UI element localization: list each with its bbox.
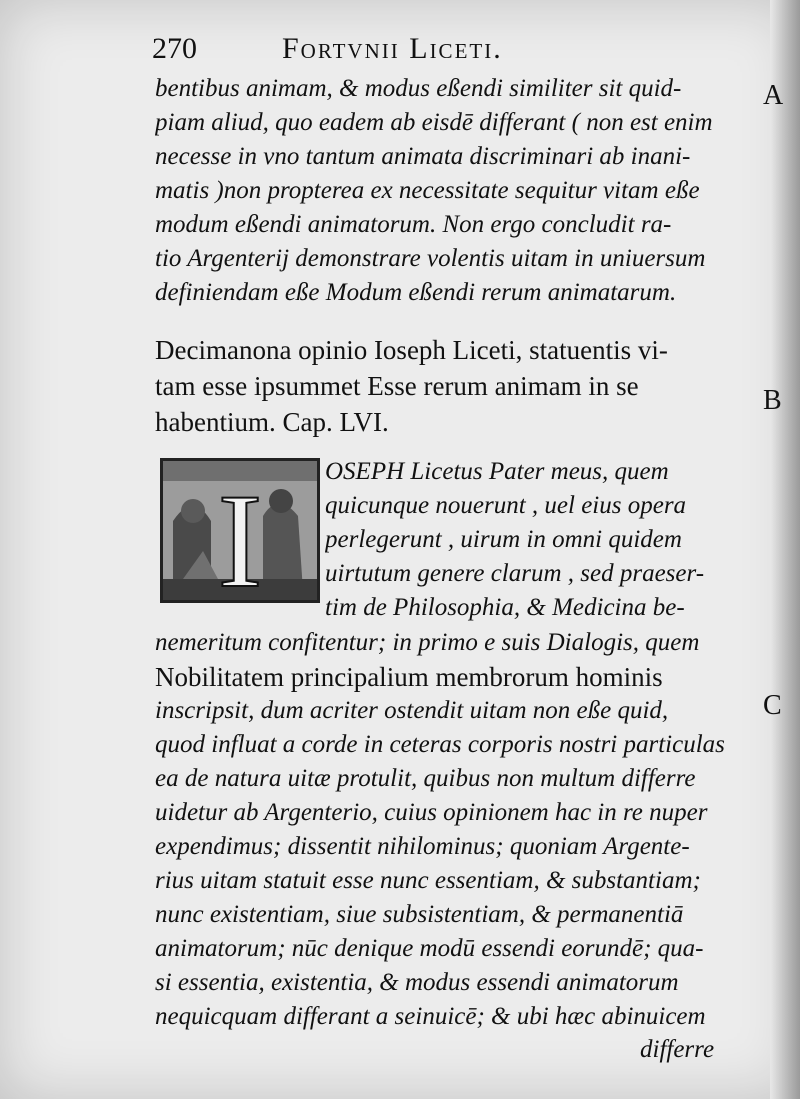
heading-line: Decimanona opinio Ioseph Liceti, statuentis vi-	[155, 335, 668, 365]
text-line: piam aliud, quo eadem ab eisdē differant ( non est enim	[155, 109, 713, 136]
heading-line: habentium. Cap. LVI.	[155, 407, 389, 437]
running-title: Fortvnii Liceti.	[282, 32, 503, 65]
text-line: ea de natura uitæ protulit, quibus non multum differre	[155, 765, 696, 792]
text-line: rius uitam statuit esse nunc essentiam, & substantiam;	[155, 867, 701, 894]
text-line: inscripsit, dum acriter ostendit uitam non eße quid,	[155, 697, 669, 724]
text-line: animatorum; nūc denique modū essendi eorundē; qua-	[155, 935, 704, 962]
page-gutter-edge	[770, 0, 800, 1099]
body-paragraph	[155, 626, 760, 1034]
text-line: definiendam eße Modum eßendi rerum animatarum.	[155, 279, 677, 306]
drop-cap-paragraph	[325, 455, 765, 625]
text-line: tim de Philosophia, & Medicina be-	[325, 594, 685, 621]
catchword: differre	[640, 1036, 715, 1063]
top-paragraph	[155, 72, 760, 310]
text-line: nequicquam differant a seinuicē; & ubi hæc abinuicem	[155, 1003, 706, 1030]
text-line: Nobilitatem principalium membrorum hominis	[155, 662, 663, 692]
page-number: 270	[152, 32, 197, 65]
text-line: si essentia, existentia, & modus essendi animatorum	[155, 969, 679, 996]
text-line: nemeritum confitentur; in primo e suis Dialogis, quem	[155, 629, 700, 656]
initial-letter: I	[217, 467, 263, 600]
text-line: necesse in vno tantum animata discriminari ab inani-	[155, 143, 691, 170]
text-line: quicunque nouerunt , uel eius opera	[325, 492, 687, 519]
margin-letter-b: B	[763, 385, 782, 416]
text-line: expendimus; dissentit nihilominus; quoniam Argente-	[155, 833, 690, 860]
margin-letter-c: C	[763, 690, 782, 721]
margin-letter-a: A	[763, 80, 784, 111]
text-line: nunc existentiam, siue subsistentiam, & permanentiā	[155, 901, 684, 928]
text-line: OSEPH Licetus Pater meus, quem	[325, 458, 669, 485]
decorated-initial	[160, 458, 320, 603]
woodcut-illustration	[163, 461, 317, 600]
chapter-heading	[155, 332, 760, 440]
text-line: uidetur ab Argenterio, cuius opinionem hac in re nuper	[155, 799, 708, 826]
text-line: quod influat a corde in ceteras corporis nostri particulas	[155, 731, 725, 758]
heading-line: tam esse ipsummet Esse rerum animam in se	[155, 371, 639, 401]
text-line: perlegerunt , uirum in omni quidem	[325, 526, 682, 553]
running-header	[152, 30, 762, 70]
text-line: uirtutum genere clarum , sed praeser-	[325, 560, 705, 587]
text-line: modum eßendi animatorum. Non ergo concludit ra-	[155, 211, 672, 238]
text-line: tio Argenterij demonstrare volentis uitam in uniuersum	[155, 245, 706, 272]
text-line: bentibus animam, & modus eßendi similiter sit quid-	[155, 75, 682, 102]
text-line: matis )non propterea ex necessitate sequitur vitam eße	[155, 177, 700, 204]
